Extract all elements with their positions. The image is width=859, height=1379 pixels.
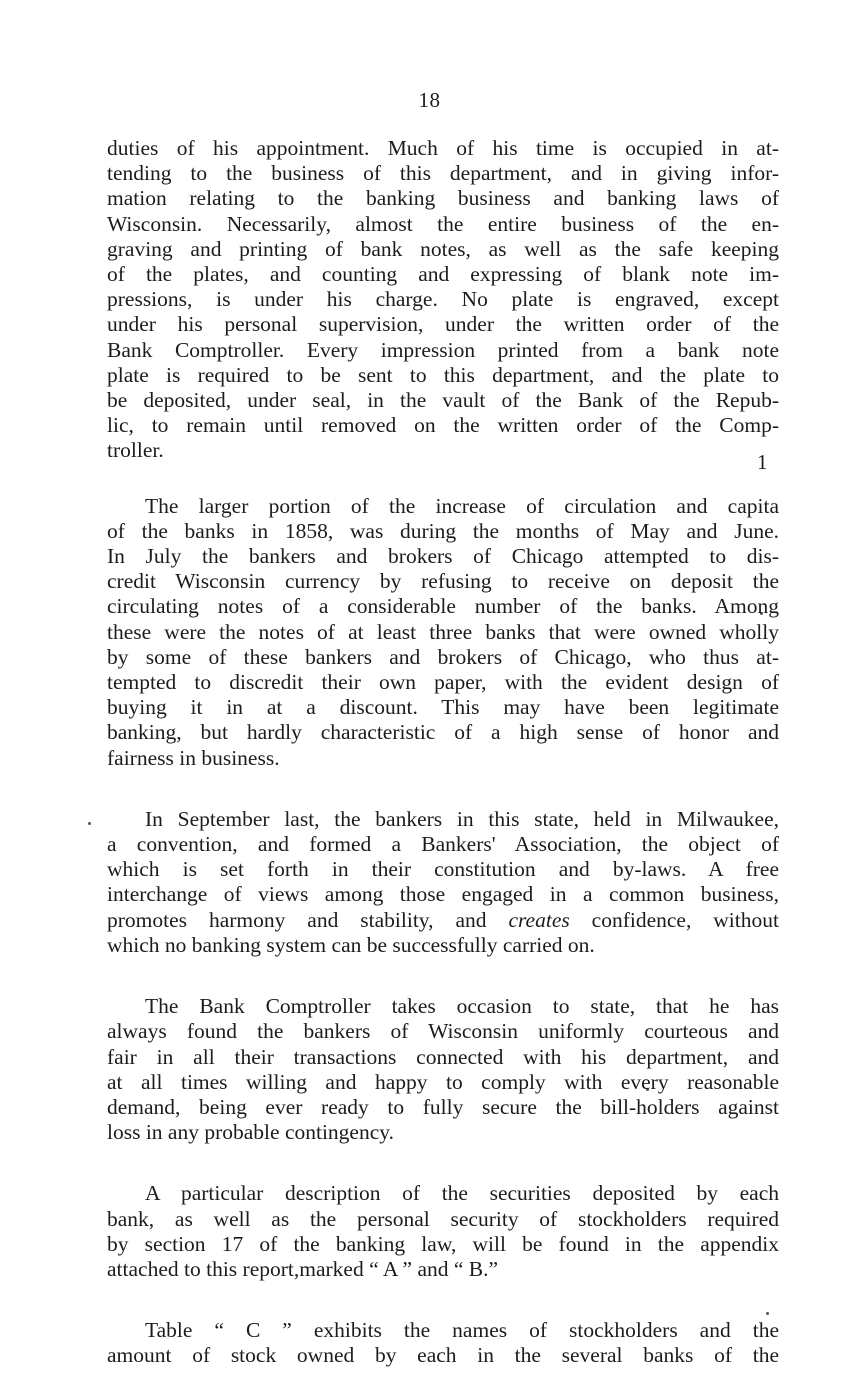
text-line: a convention, and formed a Bankers' Association, the object of <box>107 832 779 857</box>
text-line: Table “ C ” exhibits the names of stockholders and the <box>145 1318 779 1343</box>
text-line: amount of stock owned by each in the several banks of the <box>107 1343 779 1368</box>
paragraph-p5 <box>107 1181 779 1282</box>
text-line: mation relating to the banking business and banking laws of <box>107 186 779 211</box>
text-line: loss in any probable contingency. <box>107 1120 394 1145</box>
text-line: fair in all their transactions connected with his department, and <box>107 1044 779 1069</box>
text-line: graving and printing of bank notes, as well as the safe keeping <box>107 236 779 261</box>
paragraph-gap <box>107 771 779 807</box>
text-line: pressions, is under his charge. No plate is engraved, except <box>107 287 779 312</box>
paragraph-p1 <box>107 136 779 464</box>
text-line: which no banking system can be successfully carried on. <box>107 932 595 957</box>
text-line: Bank Comptroller. Every impression printed from a bank note <box>107 337 779 362</box>
text-line: In July the bankers and brokers of Chicago attempted to dis- <box>107 544 779 569</box>
text-line: under his personal supervision, under the written order of the <box>107 312 779 337</box>
paragraph-gap <box>107 464 779 494</box>
paragraph-p6 <box>107 1318 779 1368</box>
text-line: circulating notes of a considerable number of the banks. Among <box>107 594 779 619</box>
text-line: which is set forth in their constitution and by-laws. A free <box>107 857 779 882</box>
text-line: tempted to discredit their own paper, with the evident design of <box>107 670 779 695</box>
text-line: by section 17 of the banking law, will be found in the appendix <box>107 1231 779 1256</box>
text-line: The larger portion of the increase of circulation and capita <box>145 493 779 518</box>
text-line: lic, to remain until removed on the written order of the Comp- <box>107 413 779 438</box>
text-line: promotes harmony and stability, and creates confidence, without <box>107 907 779 932</box>
text-line: tending to the business of this department, and in giving infor- <box>107 161 779 186</box>
text-line: of the banks in 1858, was during the months of May and June. <box>107 518 779 543</box>
text-line: In September last, the bankers in this state, held in Milwaukee, <box>145 806 779 831</box>
text-line: plate is required to be sent to this department, and the plate to <box>107 362 779 387</box>
text-line: these were the notes of at least three banks that were owned wholly <box>107 619 779 644</box>
text-line: A particular description of the securities deposited by each <box>145 1181 779 1206</box>
text-line: by some of these bankers and brokers of Chicago, who thus at- <box>107 644 779 669</box>
text-line: The Bank Comptroller takes occasion to state, that he has <box>145 994 779 1019</box>
text-line: duties of his appointment. Much of his time is occupied in at- <box>107 136 779 160</box>
paragraph-p2 <box>107 494 779 771</box>
body-text <box>107 136 779 1369</box>
paragraph-p3 <box>107 807 779 958</box>
text-line: troller. <box>107 438 164 463</box>
text-line: attached to this report,marked “ A ” and “ B.” <box>107 1256 499 1281</box>
text-line: interchange of views among those engaged in a common business, <box>107 882 779 907</box>
italic-word: creates <box>508 907 570 932</box>
paragraph-gap <box>107 1282 779 1318</box>
text-line: credit Wisconsin currency by refusing to receive on deposit the <box>107 569 779 594</box>
text-line: be deposited, under seal, in the vault of the Bank of the Repub- <box>107 388 779 413</box>
paragraph-p4 <box>107 994 779 1145</box>
paragraph-gap <box>107 958 779 994</box>
print-speck <box>88 822 91 825</box>
text-line: of the plates, and counting and expressing of blank note im- <box>107 262 779 287</box>
text-line: bank, as well as the personal security of stockholders required <box>107 1206 779 1231</box>
text-line: fairness in business. <box>107 745 280 770</box>
paragraph-gap <box>107 1145 779 1181</box>
page-number: 18 <box>418 88 441 112</box>
text-line: buying it in at a discount. This may have been legitimate <box>107 695 779 720</box>
text-line: banking, but hardly characteristic of a high sense of honor and <box>107 720 779 745</box>
text-line: always found the bankers of Wisconsin uniformly courteous and <box>107 1019 779 1044</box>
margin-mark: 1 <box>757 450 768 474</box>
text-line: demand, being ever ready to fully secure the bill-holders against <box>107 1094 779 1119</box>
text-line: Wisconsin. Necessarily, almost the entire business of the en- <box>107 211 779 236</box>
text-line: at all times willing and happy to comply with every reasonable <box>107 1069 779 1094</box>
